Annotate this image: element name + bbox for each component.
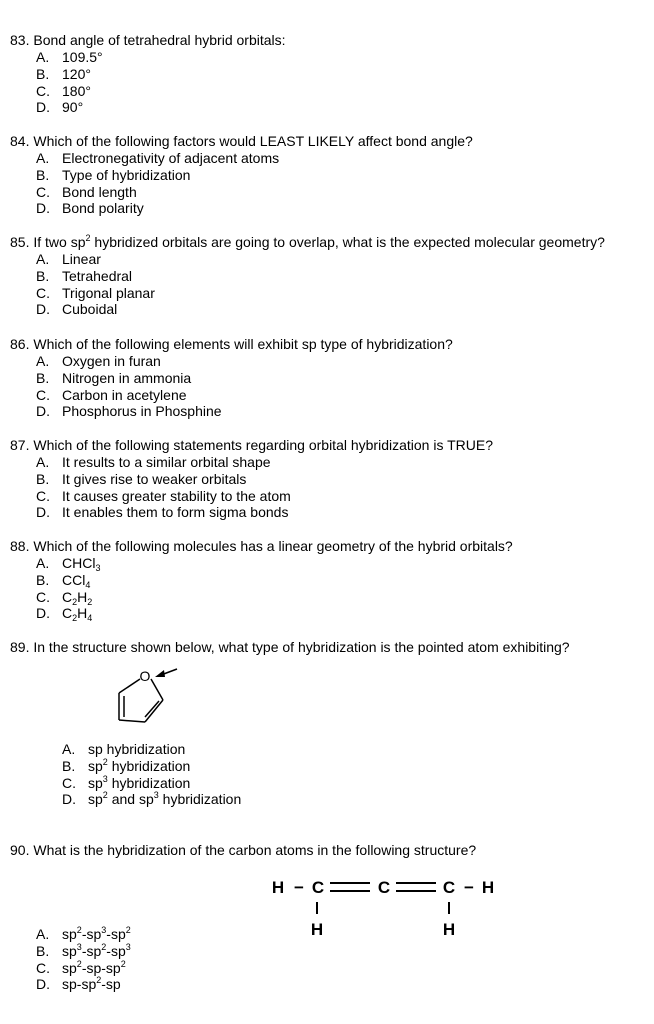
superscript: 2	[85, 233, 91, 243]
superscript: 2	[102, 790, 108, 801]
option-a[interactable]	[10, 49, 650, 66]
option-letter: C.	[36, 487, 50, 504]
option-text: sp	[62, 959, 77, 976]
option-c[interactable]	[10, 775, 650, 792]
option-text: Trigonal planar	[62, 284, 155, 301]
option-text: sp	[88, 791, 103, 808]
option-a[interactable]	[10, 555, 650, 572]
option-c[interactable]	[10, 960, 650, 977]
superscript: 2	[76, 958, 82, 969]
option-letter: D.	[36, 403, 50, 420]
subscript: 2	[72, 613, 78, 624]
option-text: hybridization	[107, 774, 191, 791]
option-letter: C.	[36, 588, 50, 605]
option-c[interactable]	[10, 589, 650, 606]
question-number: 83.	[10, 32, 30, 48]
option-letter: A.	[36, 251, 50, 267]
option-letter: B.	[36, 942, 50, 959]
formula-part: CCl	[62, 571, 86, 588]
question-84	[10, 133, 650, 217]
question-stem	[10, 336, 650, 353]
oxygen-atom-label: O	[139, 668, 151, 684]
question-text: In the structure shown below, what type of hybridization is the pointed atom exhibiting?	[33, 639, 570, 655]
question-text: Which of the following factors would LEAST LIKELY affect bond angle?	[33, 133, 473, 149]
question-90-options	[10, 926, 650, 993]
option-c[interactable]	[10, 488, 650, 505]
formula-part: C	[62, 605, 73, 622]
option-text: Phosphorus in Phosphine	[62, 403, 222, 420]
question-87	[10, 437, 650, 521]
option-d[interactable]	[10, 504, 650, 521]
option-text: sp	[88, 757, 103, 774]
superscript: 2	[101, 941, 107, 952]
question-89-options	[10, 741, 650, 808]
option-text: sp	[62, 942, 77, 959]
option-text: Carbon in acetylene	[62, 386, 187, 403]
question-stem	[10, 133, 650, 150]
question-86	[10, 336, 650, 420]
question-number: 90.	[10, 842, 30, 858]
option-text: Bond polarity	[62, 200, 144, 217]
option-a[interactable]	[10, 741, 650, 758]
option-text: -sp	[106, 942, 126, 959]
superscript: 2	[96, 975, 102, 986]
subscript: 4	[85, 579, 91, 590]
option-b[interactable]	[10, 943, 650, 960]
option-text: It gives rise to weaker orbitals	[62, 470, 247, 487]
option-text: sp hybridization	[88, 741, 186, 757]
option-d[interactable]	[10, 301, 650, 318]
hydrogen-right: H	[481, 878, 495, 897]
option-letter: A.	[36, 454, 50, 470]
option-text: Electronegativity of adjacent atoms	[62, 150, 280, 166]
option-d[interactable]	[10, 403, 650, 420]
question-number: 86.	[10, 336, 30, 352]
option-c[interactable]	[10, 184, 650, 201]
option-text: 120°	[62, 65, 91, 82]
superscript: 3	[102, 773, 108, 784]
option-a[interactable]	[10, 926, 650, 943]
option-letter: B.	[36, 470, 50, 487]
option-letter: D.	[36, 200, 50, 217]
option-letter: A.	[36, 49, 50, 65]
option-text: Cuboidal	[62, 301, 118, 318]
question-stem	[10, 639, 650, 656]
carbon-1: C	[311, 878, 325, 897]
superscript: 3	[76, 941, 82, 952]
option-b[interactable]	[10, 572, 650, 589]
option-letter: C.	[36, 386, 50, 403]
hydrogen-left: H	[271, 878, 285, 897]
question-90	[10, 842, 650, 859]
option-letter: B.	[36, 267, 50, 284]
option-text: Type of hybridization	[62, 166, 191, 183]
option-a[interactable]	[10, 454, 650, 471]
carbon-2: C	[377, 878, 391, 897]
question-stem	[10, 234, 650, 251]
superscript: 3	[125, 941, 131, 952]
option-text: and sp	[107, 791, 154, 808]
option-letter: A.	[36, 926, 50, 942]
option-letter: C.	[36, 959, 50, 976]
question-text: If two sp	[33, 234, 86, 250]
question-text: Which of the following elements will exhibit sp type of hybridization?	[33, 336, 453, 352]
question-88	[10, 538, 650, 622]
superscript: 3	[153, 790, 159, 801]
option-text: It results to a similar orbital shape	[62, 454, 271, 470]
option-letter: D.	[36, 976, 50, 993]
option-b[interactable]	[10, 370, 650, 387]
option-b[interactable]	[10, 758, 650, 775]
subscript: 2	[72, 596, 78, 607]
option-letter: C.	[36, 284, 50, 301]
furan-ring	[119, 679, 163, 722]
option-c[interactable]	[10, 285, 650, 302]
superscript: 2	[120, 958, 126, 969]
option-letter: A.	[62, 741, 76, 757]
formula-part: H	[77, 588, 88, 605]
option-c[interactable]	[10, 387, 650, 404]
subscript: 4	[87, 613, 93, 624]
option-letter: B.	[36, 65, 50, 82]
option-letter: D.	[36, 605, 50, 622]
subscript: 2	[87, 596, 93, 607]
option-text: 109.5°	[62, 49, 103, 65]
option-letter: A.	[36, 353, 50, 369]
option-letter: D.	[62, 791, 76, 808]
option-text: -sp	[106, 926, 126, 942]
option-text: It enables them to form sigma bonds	[62, 504, 289, 521]
option-text: -sp	[101, 976, 121, 993]
option-d[interactable]	[10, 976, 650, 993]
formula-part: H	[77, 605, 88, 622]
option-letter: A.	[36, 150, 50, 166]
question-number: 85.	[10, 234, 30, 250]
subscript: 3	[95, 563, 101, 573]
option-d[interactable]	[10, 791, 650, 808]
option-text: sp	[88, 774, 103, 791]
question-number: 89.	[10, 639, 30, 655]
furan-structure	[105, 660, 185, 730]
option-letter: A.	[36, 555, 50, 571]
question-text: hybridized orbitals are going to overlap, what is the expected molecular geometry?	[90, 234, 605, 250]
option-text: It causes greater stability to the atom	[62, 487, 291, 504]
option-d[interactable]	[10, 99, 650, 116]
option-text: 180°	[62, 82, 91, 99]
option-text: Nitrogen in ammonia	[62, 369, 192, 386]
option-text: -sp-sp	[81, 959, 121, 976]
superscript: 2	[102, 756, 108, 767]
question-83	[10, 32, 650, 116]
question-text: Which of the following statements regarding orbital hybridization is TRUE?	[33, 437, 493, 453]
option-text: Linear	[62, 251, 101, 267]
option-d[interactable]	[10, 605, 650, 622]
option-letter: C.	[36, 183, 50, 200]
option-text: Oxygen in furan	[62, 353, 161, 369]
carbon-3: C	[442, 878, 456, 897]
option-b[interactable]	[10, 268, 650, 285]
option-d[interactable]	[10, 200, 650, 217]
question-number: 87.	[10, 437, 30, 453]
question-text: Which of the following molecules has a linear geometry of the hybrid orbitals?	[33, 538, 513, 554]
option-text: Tetrahedral	[62, 267, 133, 284]
option-letter: C.	[36, 82, 50, 99]
formula-part: CHCl	[62, 555, 96, 571]
option-letter: D.	[36, 301, 50, 318]
option-text: hybridization	[158, 791, 242, 808]
superscript: 2	[125, 925, 131, 935]
option-b[interactable]	[10, 66, 650, 83]
formula-part: C	[62, 588, 73, 605]
question-stem	[10, 538, 650, 555]
option-text: Bond length	[62, 183, 137, 200]
option-letter: C.	[62, 774, 76, 791]
question-number: 84.	[10, 133, 30, 149]
option-letter: B.	[36, 369, 50, 386]
question-stem	[10, 842, 650, 859]
option-text: 90°	[62, 99, 84, 116]
question-stem	[10, 32, 650, 49]
hydrogen-bottom-right: H	[442, 920, 456, 939]
option-b[interactable]	[10, 471, 650, 488]
option-letter: D.	[36, 504, 50, 521]
option-a[interactable]	[10, 150, 650, 167]
bond-dash-left: −	[294, 878, 304, 897]
question-89	[10, 639, 650, 656]
option-letter: D.	[36, 99, 50, 116]
option-c[interactable]	[10, 83, 650, 100]
option-text: sp	[62, 926, 77, 942]
option-text: -sp	[81, 926, 102, 942]
option-text: -sp	[81, 942, 102, 959]
superscript: 2	[76, 925, 82, 935]
option-text: hybridization	[107, 757, 191, 774]
bond-dash-right: −	[464, 878, 474, 897]
option-a[interactable]	[10, 353, 650, 370]
question-stem	[10, 437, 650, 454]
question-85	[10, 234, 650, 318]
option-letter: B.	[36, 166, 50, 183]
option-a[interactable]	[10, 251, 650, 268]
superscript: 3	[101, 925, 107, 935]
hydrogen-bottom-left: H	[310, 920, 324, 939]
question-text: Bond angle of tetrahedral hybrid orbitals:	[33, 32, 286, 48]
option-b[interactable]	[10, 167, 650, 184]
option-text: sp-sp	[62, 976, 97, 993]
pointer-arrow-icon	[155, 669, 177, 677]
option-letter: B.	[36, 571, 50, 588]
question-text: What is the hybridization of the carbon atoms in the following structure?	[33, 842, 477, 858]
option-letter: B.	[62, 757, 76, 774]
question-number: 88.	[10, 538, 30, 554]
